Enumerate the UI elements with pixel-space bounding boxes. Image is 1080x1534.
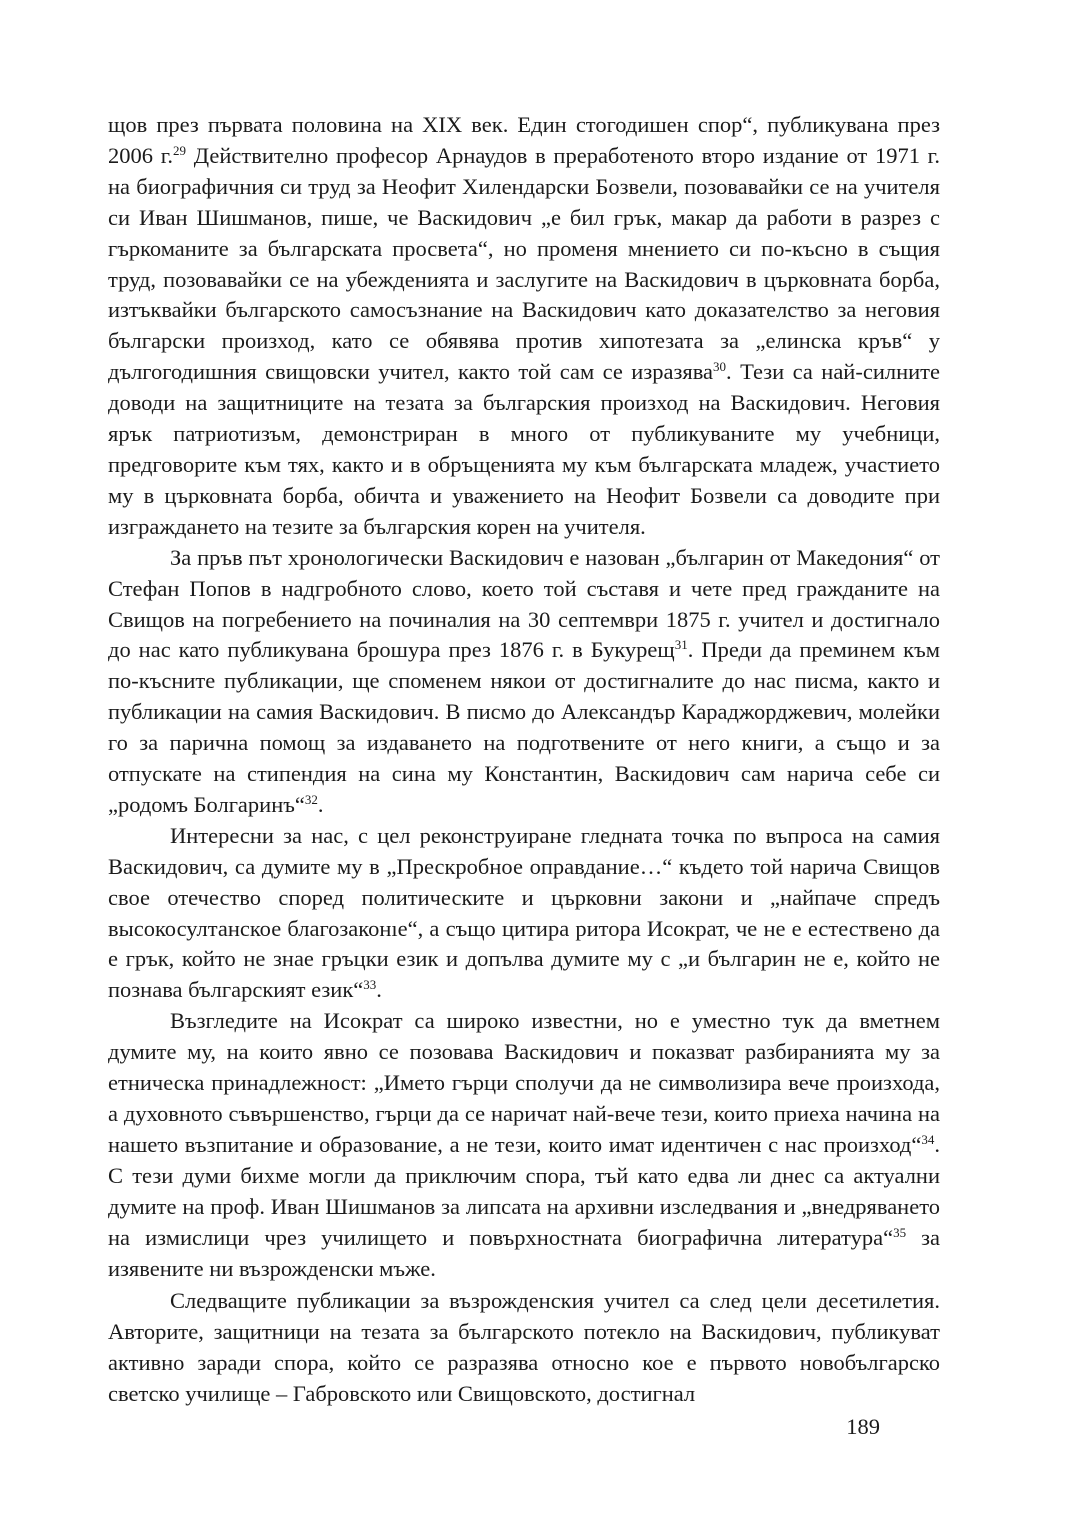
paragraph-3 — [108, 821, 940, 1006]
footnote-ref-32: 32 — [304, 791, 318, 807]
paragraph-5 — [108, 1286, 940, 1410]
text-run: щов през първата половина на XIX век. Един стогодишен спор“, публикувана през 2006 г. — [108, 112, 940, 168]
footnote-ref-34: 34 — [921, 1131, 935, 1147]
body-text — [108, 110, 940, 1410]
text-run: . Преди да преминем към по-късните публикации, ще споменем някои от достигналите до нас писма, както и публикации на самия Васкидович. В писмо до Александър Караджорджевич, молейки го за парична помощ за издаването на подготвените от него книги, а също и за отпускате на стипендия на сина му Константин, Васкидович сам нарича себе си „родомъ Болгаринъ“ — [108, 637, 940, 817]
footnote-ref-29: 29 — [173, 142, 187, 158]
text-run: Възгледите на Исократ са широко известни, но е уместно тук да вметнем думите му, на които явно се позовава Васкидович и показват разбиранията му за етническа принадлежност: „Името гърци сполучи да не символизира вече произхода, а духовното съвършенство, гърци да се наричат най-вече тези, които приеха начина на нашето възпитание и образование, а не тези, които имат идентичен с нас произход“ — [108, 1008, 940, 1157]
text-run: Следващите публикации за възрожденския учител са след цели десетилетия. Авторите, защитници на тезата за българското потекло на Васкидович, публикуват активно заради спора, който се разразява относно кое е първото новобългарско светско училище – Габровското или Свищовското, достигнал — [108, 1288, 940, 1407]
footnote-ref-30: 30 — [713, 359, 727, 375]
text-run: за изявените ни възрожденски мъже. — [108, 1224, 941, 1281]
text-run: . — [317, 791, 324, 817]
text-run: За пръв път хронологически Васкидович е назован „българин от Македония“ от Стефан Попов в надгробното слово, което той съставя и чете пред гражданите на Свищов на погребението на починалия на 30 септември 1875 г. учител и достигнало до нас като публикувана брошура през 1876 г. в Букурещ — [108, 544, 940, 663]
footnote-ref-33: 33 — [363, 977, 377, 993]
text-run: . С тези думи бихме могли да приключим спора, тъй като едва ли днес са актуални думите на проф. Иван Шишманов за липсата на архивни изследвания и „внедряването на измислици чрез училището и повърхностната биографична литература“ — [108, 1131, 940, 1250]
footnote-ref-31: 31 — [674, 637, 688, 653]
text-run: Действително професор Арнаудов в преработеното второ издание от 1971 г. на биографичния си труд за Неофит Хилендарски Бозвели, позовавайки се на учителя си Иван Шишманов, пише, че Васкидович „е бил грък, макар да работи в разрез с гъркоманите за българската просвета“, но променя мнението си по-късно в същия труд, позовавайки се на убежденията и заслугите на Васкидович в църковната борба, изтъквайки българското самосъзнание на Васкидович като доказателство за неговия български произход, като се обявява против хипотезата за „елинска кръв“ у дългогодишния свищовски учител, както той сам се изразява — [108, 142, 940, 385]
footnote-ref-35: 35 — [893, 1224, 907, 1240]
text-run: . Тези са най-силните доводи на защитниците на тезата за българския произход на Васкидович. Неговия ярък патриотизъм, демонстриран в много от публикуваните му учебници, предговорите към тях, както и в обръщенията му към българската младеж, участието му в църковната борба, обичта и уважението на Неофит Бозвели са доводите при изграждането на тезите за българския корен на учителя. — [108, 359, 941, 539]
text-run: . — [376, 977, 382, 1003]
paragraph-1 — [108, 110, 940, 543]
paragraph-2 — [108, 543, 940, 821]
paragraph-4 — [108, 1006, 940, 1284]
page-number: 189 — [846, 1414, 880, 1439]
text-run: Интересни за нас, с цел реконструиране гледната точка по въпроса на самия Васкидович, са думите му в „Прескробное оправдание…“ където той нарича Свищов свое отечество според политическите и църковни закони и „найпаче спредъ высокосултанское благозаконıе“, а също цитира ритора Исократ, че не е естествено да е грък, който не знае гръцки език и допълва думите му с „и българин не е, който не познава българският език“ — [108, 822, 940, 1003]
